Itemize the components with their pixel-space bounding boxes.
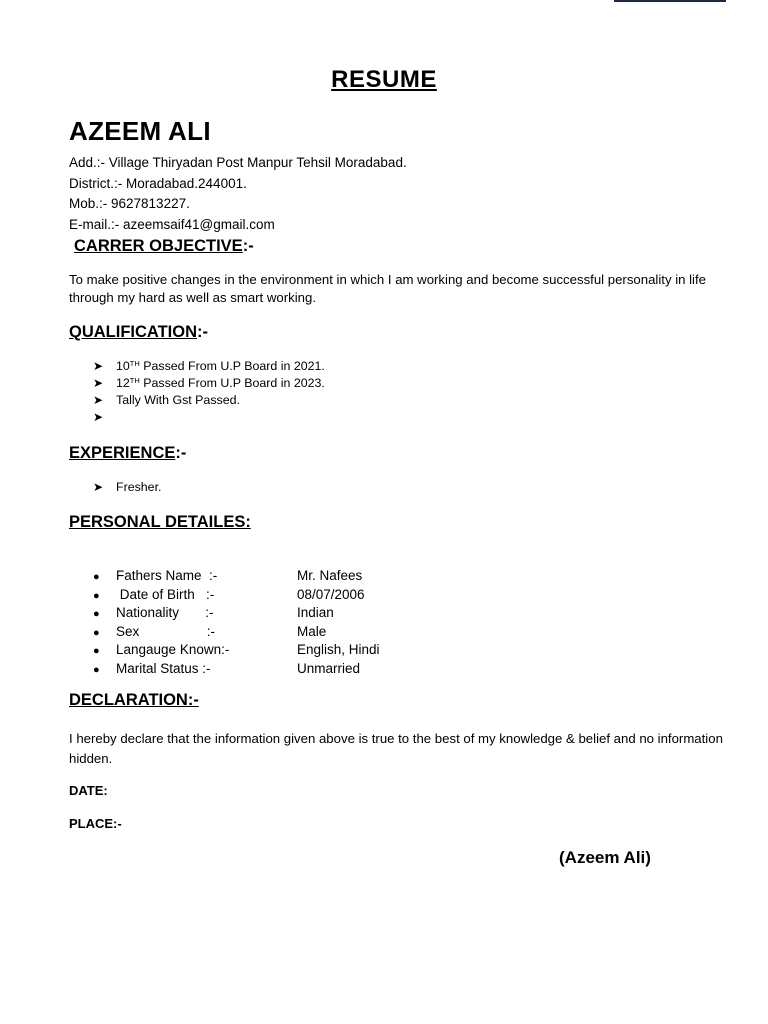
- personal-details-heading: [69, 513, 251, 532]
- bullet-icon: ●: [93, 626, 100, 639]
- mobile-line: Mob.:- 9627813227.: [69, 196, 190, 212]
- detail-value: Male: [297, 623, 327, 639]
- list-item: [93, 392, 325, 409]
- list-item: [93, 375, 325, 392]
- detail-label: Sex :-: [116, 623, 216, 639]
- experience-heading-suffix: :-: [175, 444, 187, 462]
- detail-label: Fathers Name :-: [116, 568, 218, 583]
- qualification-superscript: TH: [129, 376, 140, 385]
- page-edge-mark: [614, 0, 726, 2]
- email-line: E-mail.:- azeemsaif41@gmail.com: [69, 217, 275, 233]
- bullet-icon: ●: [93, 663, 100, 676]
- personal-details-list: [93, 567, 380, 678]
- detail-label: Marital Status :-: [116, 660, 211, 676]
- experience-text: Fresher.: [116, 480, 162, 494]
- arrow-bullet-icon: ➤: [93, 376, 104, 390]
- bullet-icon: ●: [93, 571, 100, 583]
- personal-details-heading-text: PERSONAL DETAILES:: [69, 513, 251, 531]
- qualification-text: 10: [116, 359, 130, 373]
- list-item: [93, 409, 325, 426]
- objective-heading-text: CARRER OBJECTIVE: [74, 237, 243, 255]
- declaration-text: I hereby declare that the information given above is true to the best of my knowledge & belief and no information hidden.: [69, 731, 723, 766]
- arrow-bullet-icon: ➤: [93, 359, 104, 373]
- list-item: [93, 479, 161, 496]
- qualification-superscript: TH: [129, 359, 140, 368]
- detail-value: Indian: [297, 605, 334, 620]
- experience-list: [93, 479, 161, 496]
- detail-row: [93, 660, 380, 679]
- detail-label: Nationality :-: [116, 605, 214, 620]
- signature-name: (Azeem Ali): [559, 848, 651, 867]
- detail-label: Langauge Known:-: [116, 642, 230, 657]
- declaration-heading-text: DECLARATION:-: [69, 691, 199, 709]
- arrow-bullet-icon: ➤: [93, 393, 104, 407]
- arrow-bullet-icon: ➤: [93, 480, 104, 494]
- qualification-text: 12: [116, 376, 130, 390]
- qualification-heading: [69, 323, 208, 342]
- detail-value: English, Hindi: [297, 642, 380, 657]
- district-line: District.:- Moradabad.244001.: [69, 175, 247, 191]
- document-title: RESUME: [331, 66, 437, 93]
- qualification-text-rest: Passed From U.P Board in 2021.: [139, 359, 325, 373]
- detail-row: [93, 604, 380, 623]
- objective-text: To make positive changes in the environment in which I am working and become successful personality in life through my hard as well as smart working.: [69, 272, 706, 305]
- date-label: DATE:: [69, 783, 108, 798]
- detail-label: Date of Birth :-: [116, 586, 215, 602]
- address-line: Add.:- Village Thiryadan Post Manpur Tehsil Moradabad.: [69, 155, 407, 170]
- detail-row: [93, 567, 380, 586]
- qualification-list: [93, 358, 325, 426]
- detail-value: Mr. Nafees: [297, 568, 363, 583]
- place-label: PLACE:-: [69, 816, 122, 831]
- detail-value: 08/07/2006: [297, 586, 365, 602]
- detail-value: Unmarried: [297, 660, 361, 676]
- detail-row: [93, 586, 380, 605]
- arrow-bullet-icon: ➤: [93, 410, 104, 424]
- qualification-heading-suffix: :-: [197, 323, 209, 341]
- experience-heading: [69, 444, 186, 463]
- candidate-name: AZEEM ALI: [69, 116, 211, 146]
- detail-row: [93, 623, 380, 642]
- contact-block: [69, 153, 407, 236]
- experience-heading-text: EXPERIENCE: [69, 444, 176, 462]
- list-item: [93, 358, 325, 375]
- objective-heading-suffix: :-: [242, 237, 254, 255]
- bullet-icon: ●: [93, 589, 100, 602]
- bullet-icon: ●: [93, 645, 100, 657]
- detail-row: [93, 641, 380, 660]
- qualification-text: Tally With Gst Passed.: [116, 393, 240, 407]
- qualification-text-rest: Passed From U.P Board in 2023.: [139, 376, 325, 390]
- bullet-icon: ●: [93, 608, 100, 620]
- declaration-heading: [69, 691, 199, 710]
- objective-heading: [74, 237, 254, 256]
- qualification-heading-text: QUALIFICATION: [69, 323, 198, 341]
